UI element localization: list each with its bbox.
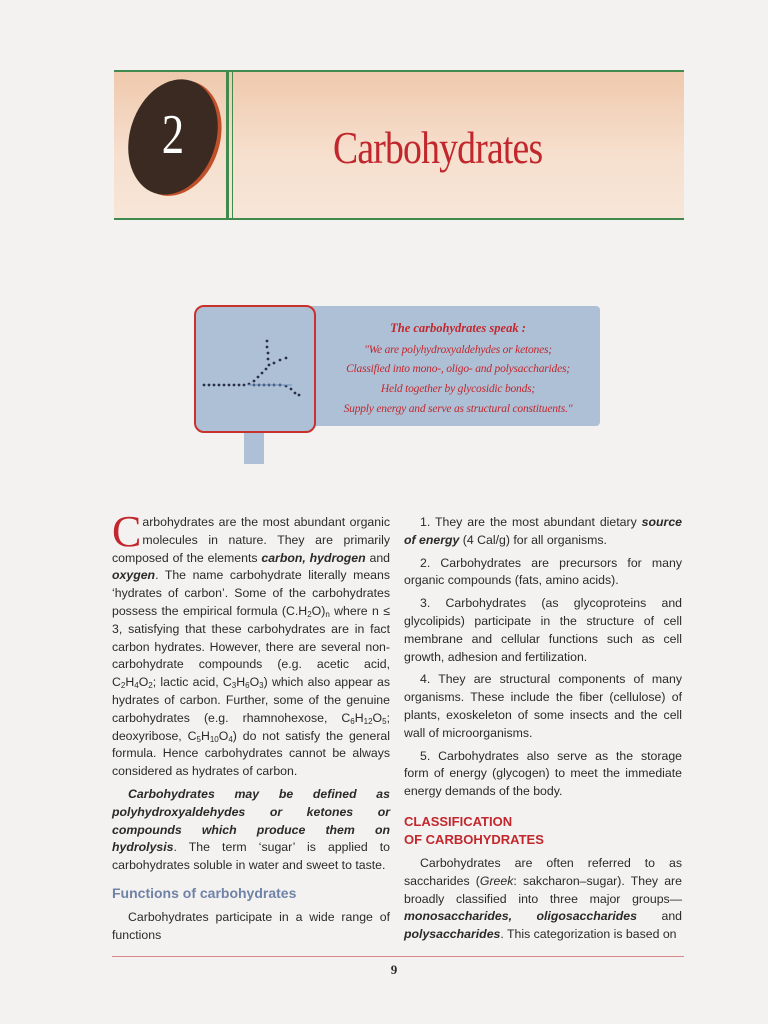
- emphasis: Carbohydrates may be defined as polyhydroxyaldehydes or ketones or compounds which produce them on hydrolysis: [112, 786, 390, 855]
- text: ) which also appear as hydrates of carbon. Further, some of the genuine carbohydrates (e.g. rhamnohexose, C: [112, 675, 390, 725]
- left-column: [112, 507, 390, 944]
- subscript: 10: [209, 734, 219, 744]
- text: O: [138, 675, 149, 690]
- chapter-title: Carbohydrates: [333, 122, 543, 173]
- text: O: [372, 710, 383, 725]
- subscript: 6: [245, 681, 250, 691]
- carbohydrate-structure-illustration: [194, 305, 316, 433]
- text: . This categorization is based on: [500, 927, 677, 942]
- text: H: [236, 675, 246, 690]
- subscript: 5: [382, 716, 387, 726]
- text: . The name carbohydrate literally means ‘hydrates of carbon’. Some of the carbohydrates possess the empirical formula (C.H: [112, 568, 390, 618]
- emphasis: Greek: [479, 873, 514, 888]
- text: Carbohydrates are often referred to as saccharides (: [404, 855, 682, 888]
- emphasis: polysaccharides: [404, 927, 501, 942]
- functions-intro: Carbohydrates participate in a wide range of functions: [112, 909, 390, 942]
- subscript: 6: [350, 716, 355, 726]
- header-divider: [226, 72, 229, 218]
- quote-line: Classified into mono-, oligo- and polysaccharides;: [346, 363, 570, 375]
- text: O): [311, 603, 326, 618]
- page-number: 9: [390, 962, 398, 977]
- subscript: 4: [228, 734, 233, 744]
- classification-heading-line: CLASSIFICATION: [404, 813, 513, 829]
- right-column: [404, 514, 682, 944]
- text: arbohydrates are the most abundant organic molecules in nature. They are primarily composed of the elements: [112, 515, 390, 565]
- subscript: 2: [148, 681, 153, 691]
- functions-heading: Functions of carbohydrates: [112, 884, 297, 901]
- text: H: [125, 675, 135, 690]
- footer-rule: [112, 956, 684, 957]
- chapter-number: 2: [161, 104, 185, 166]
- subscript: n: [325, 609, 330, 619]
- text: : sakcharon–sugar). They are broadly classified into three major groups—: [404, 873, 682, 906]
- quote-line: Supply energy and serve as structural constituents.": [343, 403, 573, 415]
- emphasis: source of energy: [404, 515, 682, 547]
- function-item: 3. Carbohydrates (as glycoproteins and glycolipids) participate in the structure of cell membrane and cellular functions such as cell growth, adhesion and fertilization.: [404, 596, 682, 664]
- quote-box-stem: [244, 432, 264, 464]
- drop-cap: C: [112, 507, 142, 556]
- function-item: 2. Carbohydrates are precursors for many organic compounds (fats, amino acids).: [404, 555, 682, 588]
- subscript: 3: [259, 681, 264, 691]
- subscript: 2: [307, 609, 312, 619]
- function-item: 5. Carbohydrates also serve as the storage form of energy (glycogen) to meet the immediate energy demands of the body.: [404, 748, 682, 799]
- intro-paragraph: [112, 507, 390, 781]
- subscript: 2: [120, 681, 126, 691]
- subscript: 12: [363, 716, 373, 726]
- emphasis: oxygen: [112, 568, 156, 583]
- classification-heading: [404, 813, 682, 849]
- classification-paragraph: [404, 855, 682, 944]
- text: ) do not satisfy the general formula. Hence carbohydrates cannot be always considered as hydrates of carbon.: [112, 728, 390, 779]
- quote-line: "We are polyhydroxyaldehydes or ketones;: [364, 344, 552, 356]
- text: O: [249, 675, 260, 690]
- classification-heading-line: OF CARBOHYDRATES: [404, 831, 544, 847]
- subscript: 3: [231, 681, 237, 691]
- subscript: 4: [134, 681, 139, 691]
- text: O: [218, 728, 229, 743]
- emphasis: carbon, hydrogen: [261, 550, 366, 565]
- quote-line: Held together by glycosidic bonds;: [380, 383, 536, 395]
- function-item: 4. They are structural components of many organisms. These include the fiber (cellulose) of plants, exoskeleton of some insects and the cell wall of microorganisms.: [404, 672, 682, 740]
- text: where n ≤ 3, satisfying that these carbohydrates are in fact carbon hydrates. However, there are several non-carbohydrate compounds (e.g. acetic acid, C: [112, 603, 390, 690]
- text: ; lactic acid, C: [152, 675, 232, 690]
- function-item: [404, 514, 682, 550]
- definition-paragraph: [112, 786, 390, 875]
- text: 1. They are the most abundant dietary: [420, 515, 642, 529]
- text: (4 Cal/g) for all organisms.: [459, 532, 607, 547]
- text: H: [200, 728, 210, 743]
- quote-heading: The carbohydrates speak :: [390, 321, 526, 335]
- subscript: 5: [196, 734, 201, 744]
- branched-chain-icon: [196, 307, 314, 431]
- text: and: [636, 909, 682, 924]
- text: H: [354, 710, 364, 725]
- header-divider-thin: [232, 72, 233, 218]
- text: and: [365, 550, 390, 565]
- text: . The term ‘sugar’ is applied to carbohydrates soluble in water and sweet to taste.: [112, 840, 390, 873]
- text: ; deoxyribose, C: [112, 710, 390, 743]
- emphasis: monosaccharides, oligosaccharides: [404, 909, 637, 924]
